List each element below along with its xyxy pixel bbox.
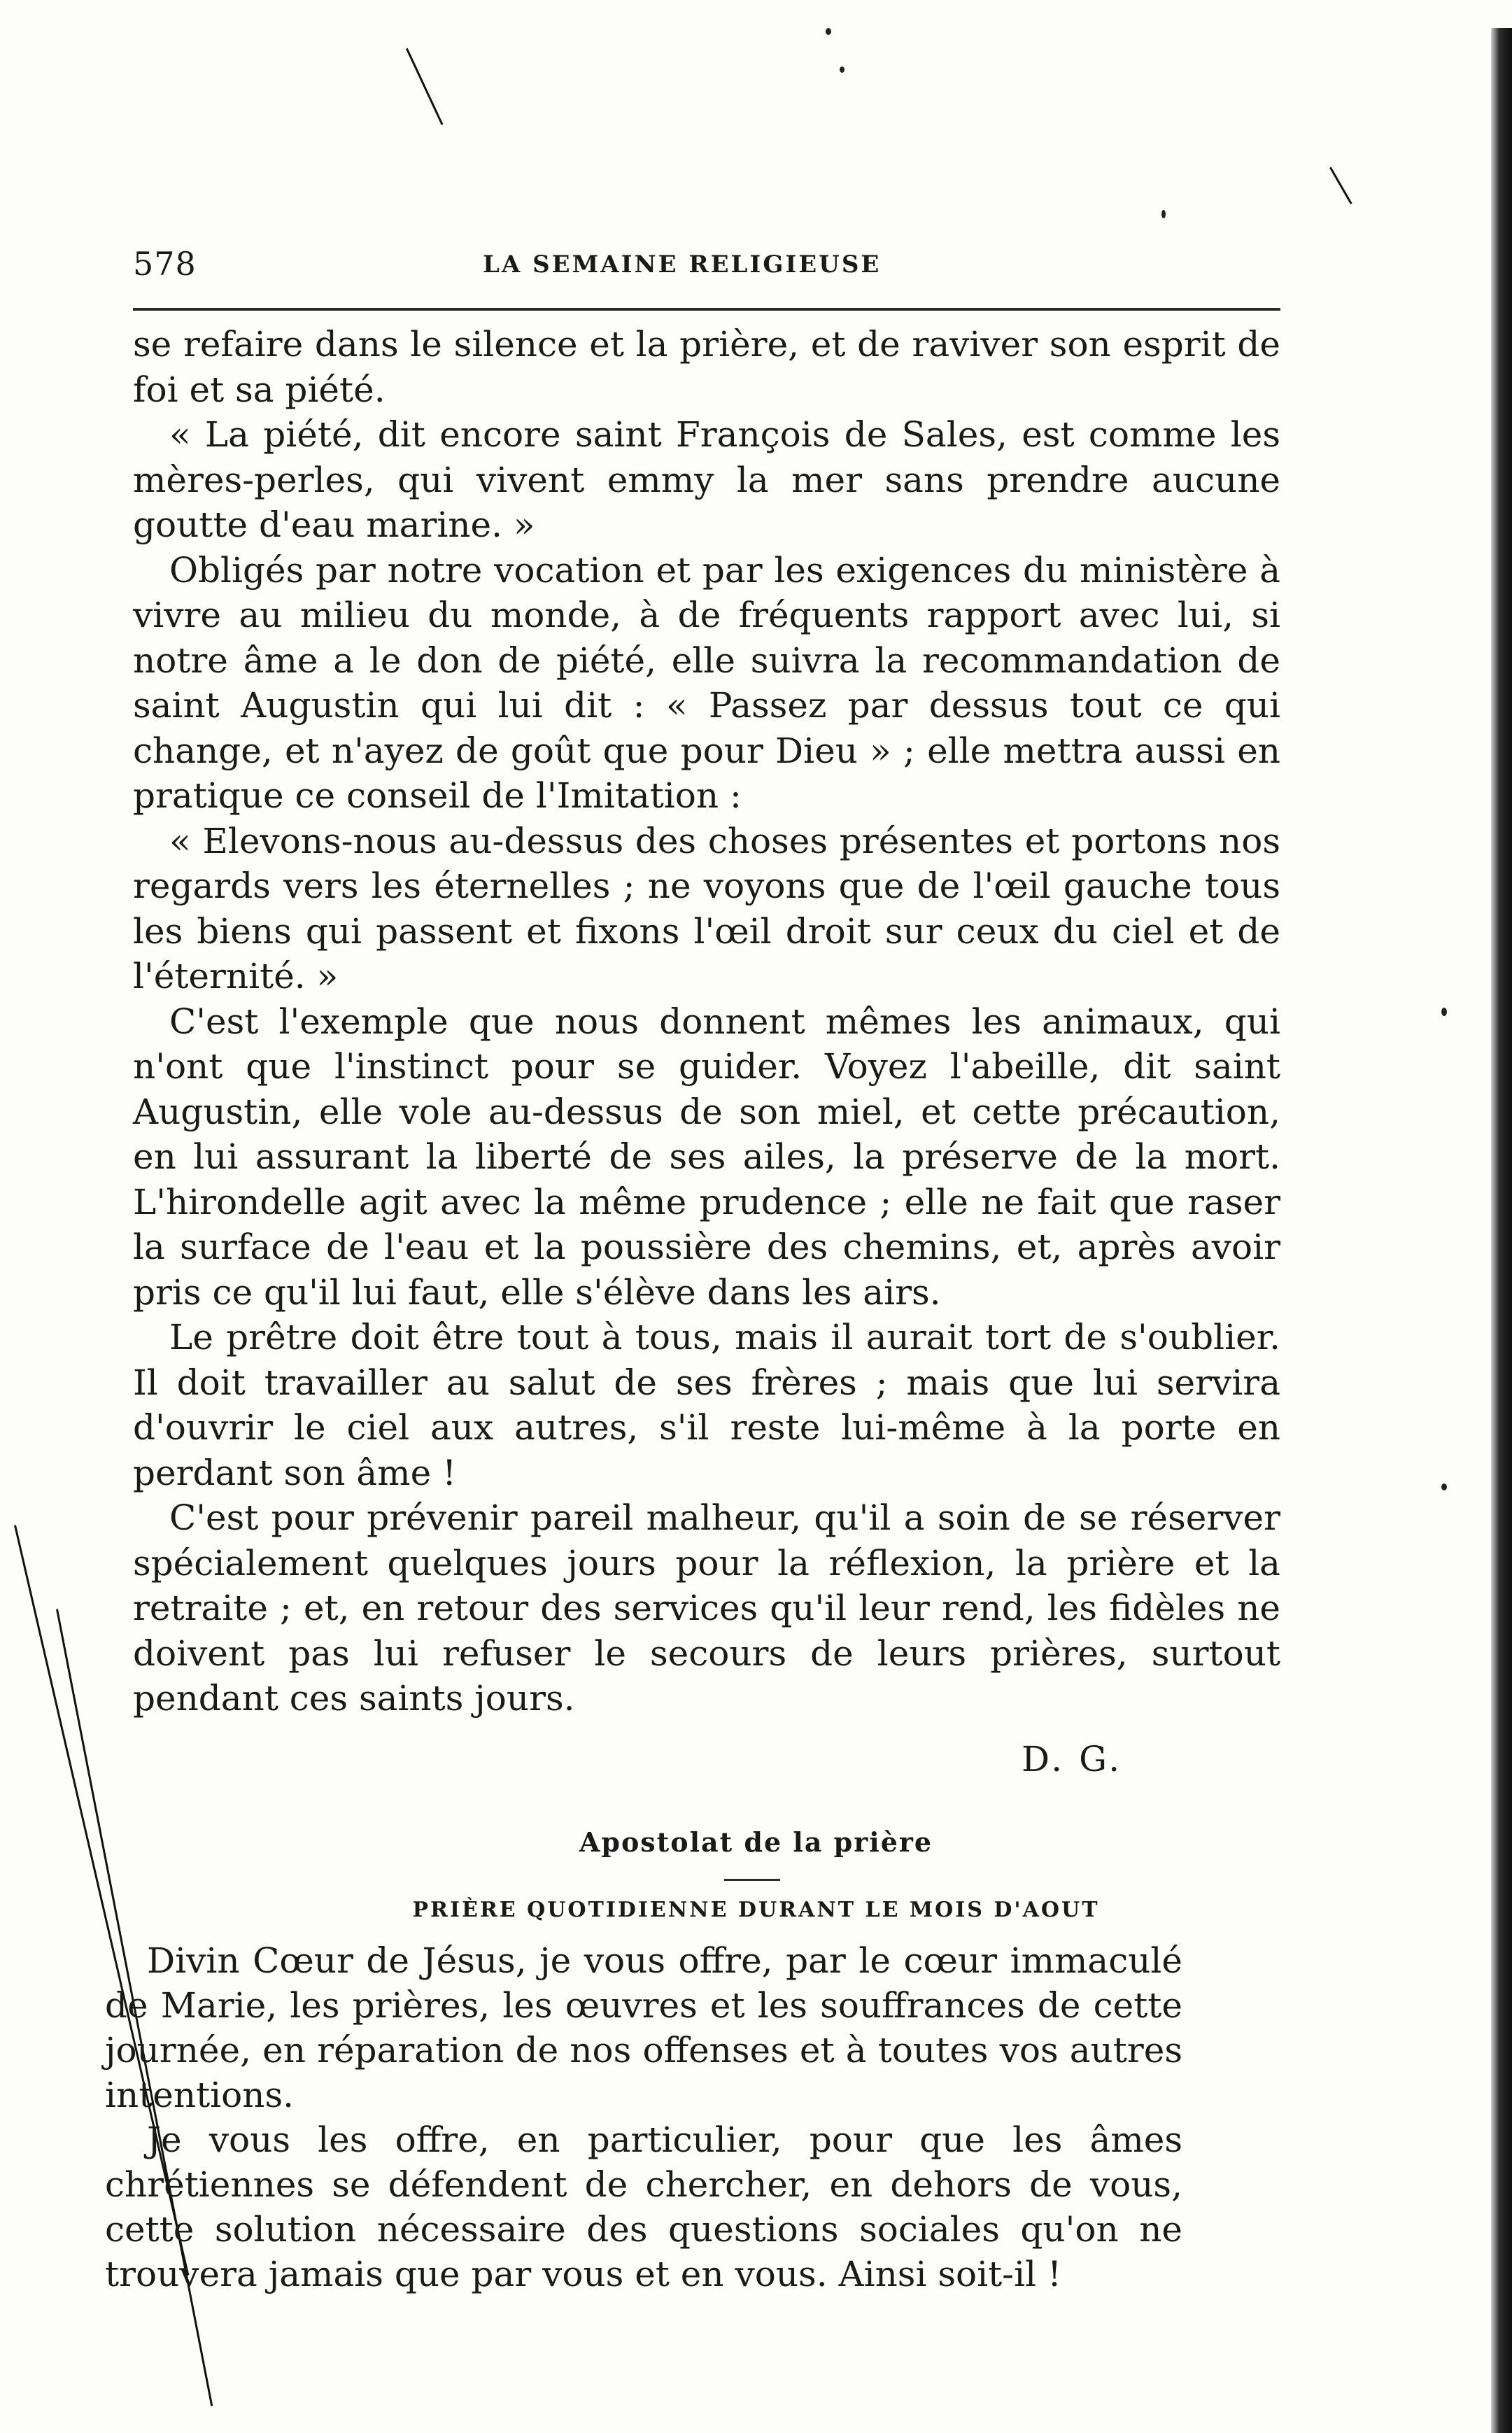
- article-paragraph: « Elevons-nous au-dessus des choses présentes et portons nos regards vers les éternelles ; ne voyons que de l'œil gauche tous les biens qui passent et fixons l'œil droit sur ceux du ciel et de l'éternité. »: [133, 820, 1280, 996]
- scan-speck: [840, 66, 845, 73]
- scan-scratch: [406, 48, 443, 125]
- scan-speck: [826, 28, 831, 35]
- author-signature: D. G.: [1022, 1739, 1123, 1779]
- article-paragraph: C'est pour prévenir pareil malheur, qu'il a soin de se réserver spécialement quelques jours pour la réflexion, la prière et la retraite ; et, en retour des services qu'il leur rend, les fidèles ne doivent pas lui refuser le secours de leurs prières, surtout pendant ces saints jours.: [133, 1497, 1280, 1719]
- article-body: [133, 322, 1280, 1721]
- scan-speck: [1161, 210, 1166, 218]
- scan-speck: [1441, 1483, 1447, 1490]
- scan-scratch: [1329, 167, 1352, 204]
- section-rule: [724, 1879, 780, 1881]
- article-paragraph: C'est l'exemple que nous donnent mêmes les animaux, qui n'ont que l'instinct pour se guider. Voyez l'abeille, dit saint Augustin, elle vole au-dessus de son miel, et cette précaution, en lui assurant la liberté de ses ailes, la préserve de la mort. L'hirondelle agit avec la même prudence ; elle ne fait que raser la surface de l'eau et la poussière des chemins, et, après avoir pris ce qu'il lui faut, elle s'élève dans les airs.: [133, 1001, 1280, 1313]
- article-paragraph: « La piété, dit encore saint François de Sales, est comme les mères-perles, qui vivent emmy la mer sans prendre aucune goutte d'eau marine. »: [133, 414, 1280, 545]
- scan-speck: [1441, 1008, 1447, 1016]
- header-rule: [133, 308, 1280, 311]
- prayer-heading: PRIÈRE QUOTIDIENNE DURANT LE MOIS D'AOUT: [412, 1898, 1100, 1922]
- article-paragraph: Le prêtre doit être tout à tous, mais il aurait tort de s'oublier. Il doit travailler au salut de ses frères ; mais que lui servira d'ouvrir le ciel aux autres, s'il reste lui-même à la porte en perdant son âme !: [133, 1317, 1280, 1493]
- article-paragraph: Obligés par notre vocation et par les exigences du ministère à vivre au milieu du monde, à de fréquents rapport avec lui, si notre âme a le don de piété, elle suivra la recommandation de saint Augustin qui lui dit : « Passez par dessus tout ce qui change, et n'ayez de goût que pour Dieu » ; elle mettra aussi en pratique ce conseil de l'Imitation :: [133, 549, 1280, 816]
- running-title: LA SEMAINE RELIGIEUSE: [483, 251, 882, 278]
- page-number: 578: [133, 245, 197, 283]
- prayer-body: [105, 1938, 1182, 2297]
- prayer-paragraph: Je vous les offre, en particulier, pour que les âmes chrétiennes se défendent de chercher, en dehors de vous, cette solution nécessaire des questions sociales qu'on ne trouvera jamais que par vous et en vous. Ainsi soit-il !: [105, 2120, 1182, 2294]
- section-title: Apostolat de la prière: [579, 1826, 933, 1858]
- article-paragraph: se refaire dans le silence et la prière, et de raviver son esprit de foi et sa piété.: [133, 324, 1280, 410]
- page-header: [133, 245, 1273, 294]
- scan-edge-shadow: [1491, 28, 1512, 2433]
- prayer-paragraph: Divin Cœur de Jésus, je vous offre, par le cœur immaculé de Marie, les prières, les œuvres et les souffrances de cette journée, en réparation de nos offenses et à toutes vos autres intentions.: [105, 1940, 1182, 2115]
